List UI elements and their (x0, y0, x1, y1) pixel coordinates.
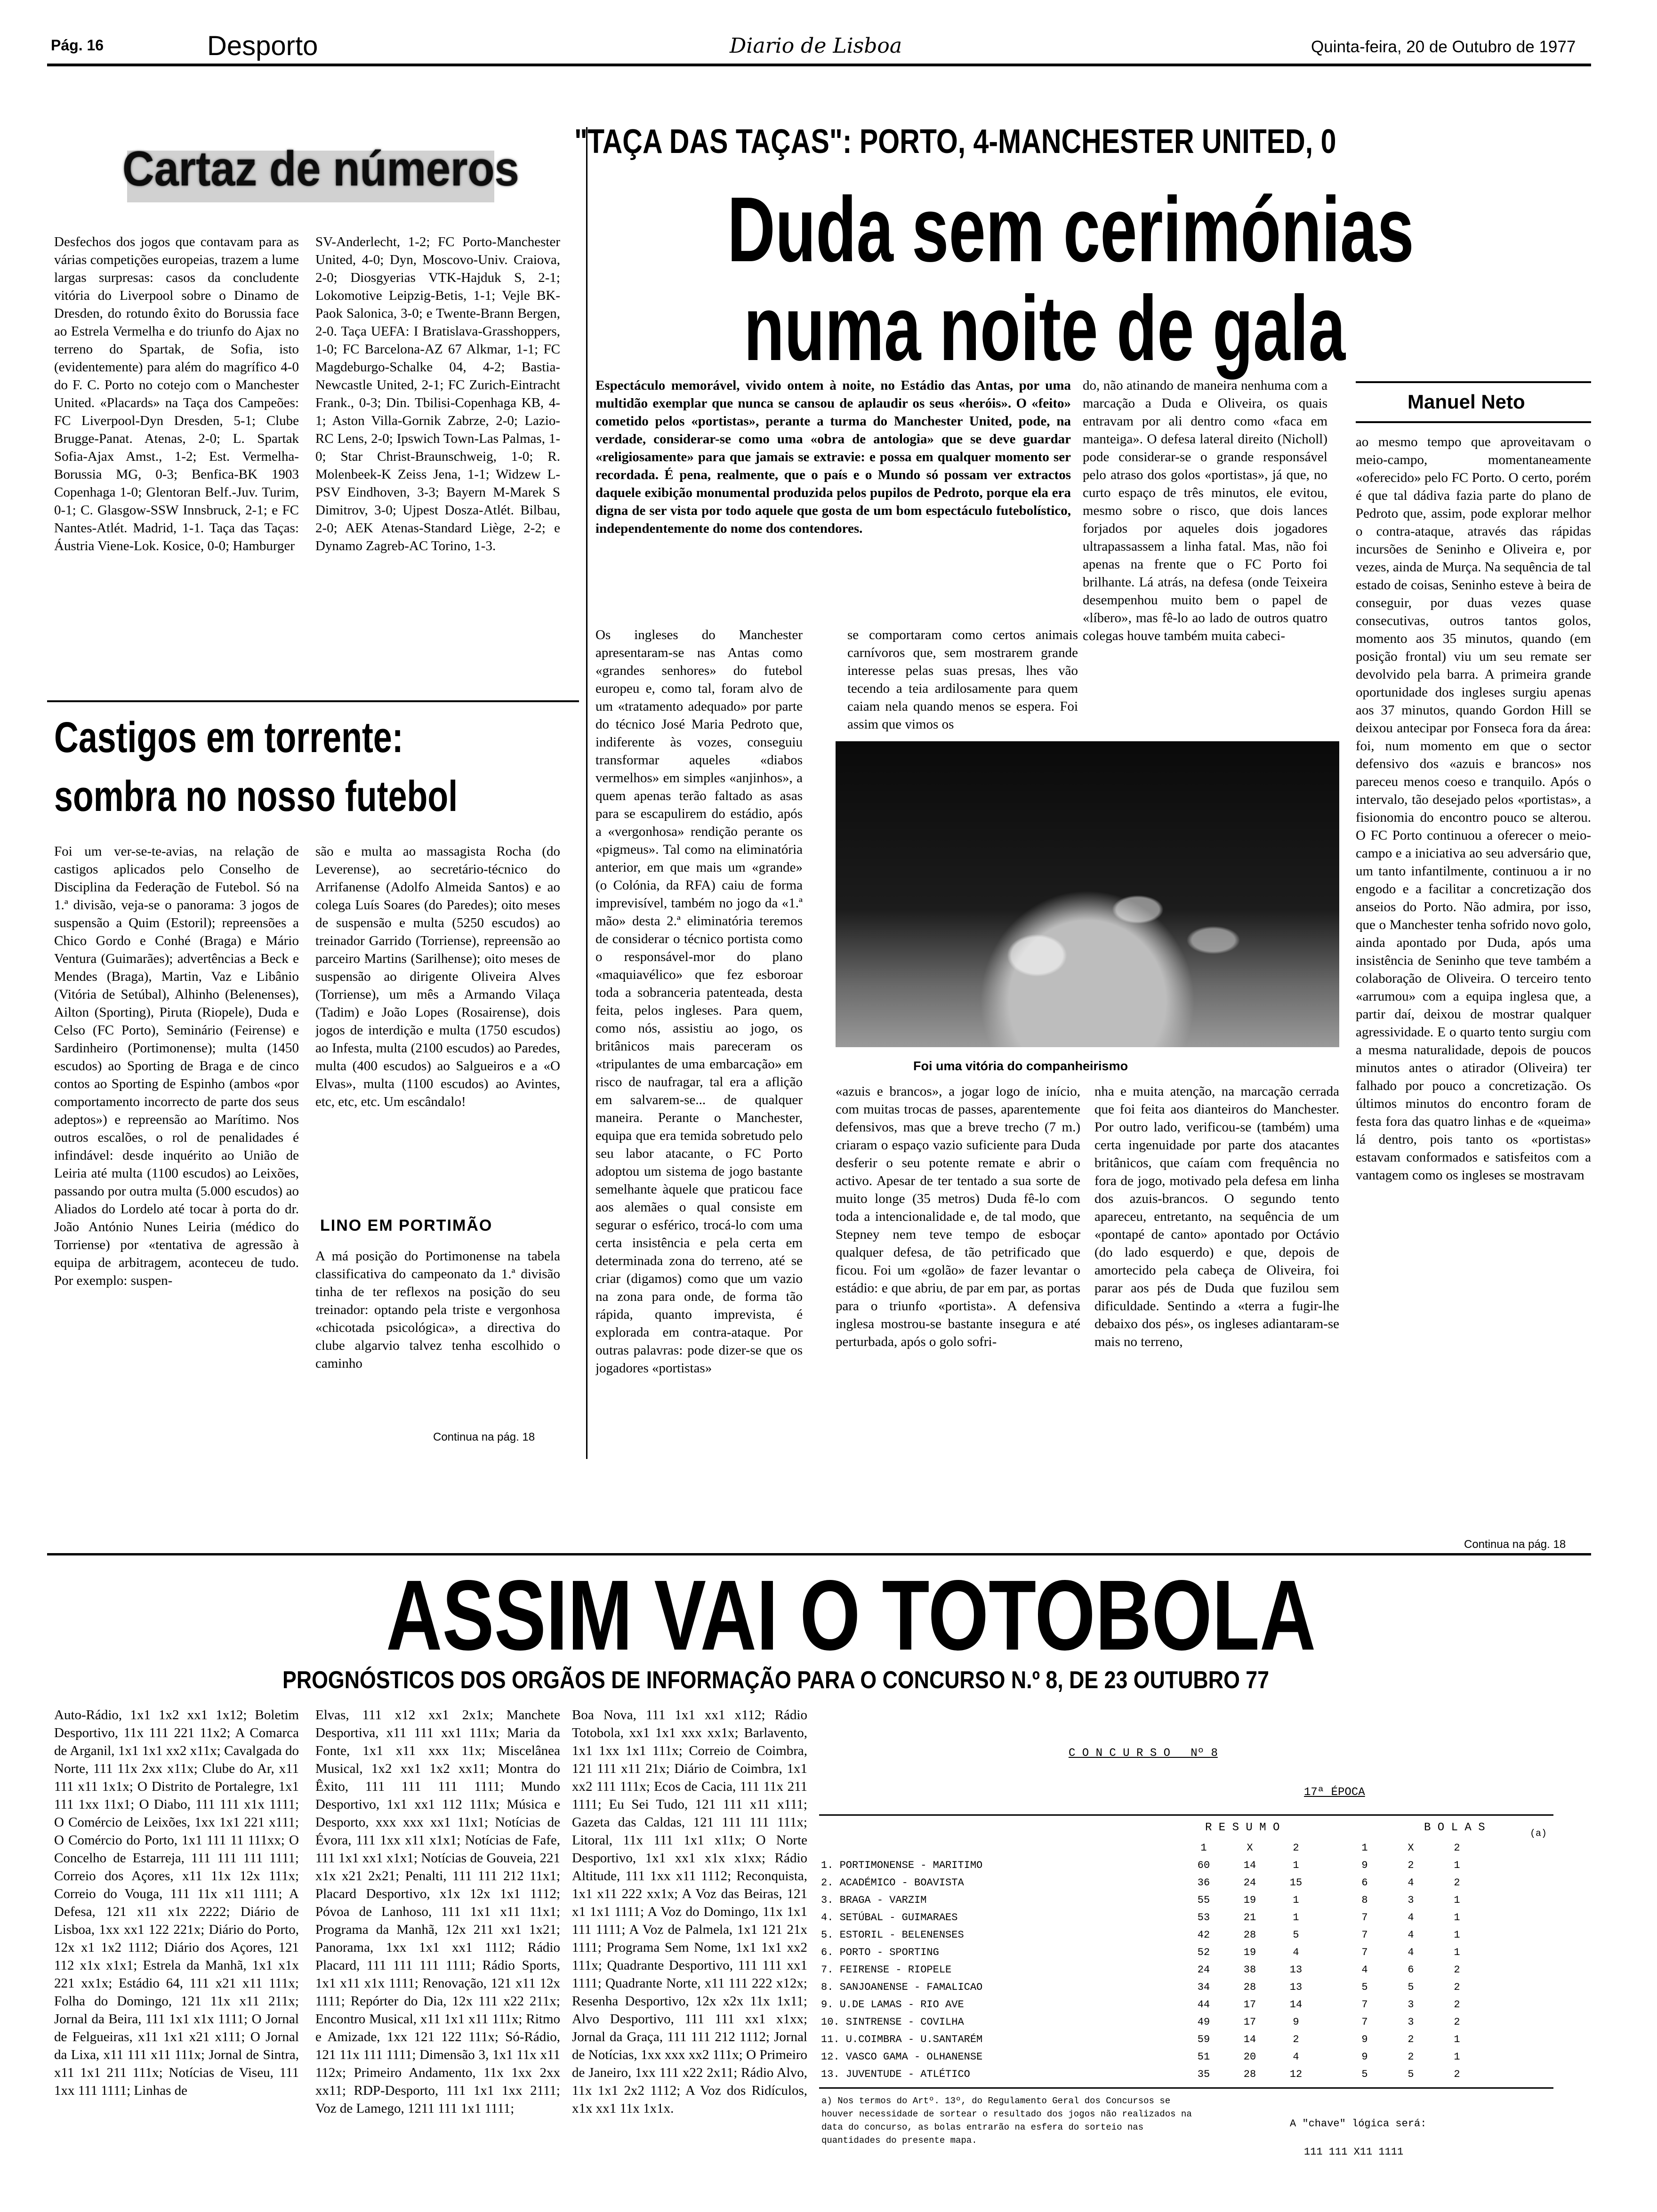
spacer-cell (1319, 1926, 1342, 1944)
castigos-title-line2: sombra no nosso futebol (54, 772, 458, 820)
bolas-cell: 2 (1454, 1981, 1460, 1993)
article-column-2b: «azuis e brancos», a jogar logo de início, com muitas trocas de passes, aparentemente defensivos, mas que a breve trecho (7 m.) criaram o espaço vazio suficiente para Duda desferir o seu potente remate e abrir o activo. Apesar de ter tentado a sua sorte de muito longe (35 metros) Duda fê-lo com toda a intencionalidade e, de tal modo, que Stepney nem teve tempo de esboçar qualquer defesa, de tão petrificado que ficou. Foi um «golão» de fazer levantar o estádio: e que abriu, de par em par, as portas para o triunfo «portista». A defensiva inglesa mostrou-se bastante insegura e até perturbada, após o golo sofri- (836, 1084, 1080, 1349)
bolas-cell: 7 (1361, 2016, 1368, 2028)
note-marker: (a) (1530, 1828, 1547, 1839)
bolas-cell: 2 (1454, 2068, 1460, 2080)
bolas-cell: 5 (1361, 1981, 1368, 1993)
bolas-cell: 2 (1408, 2051, 1414, 2063)
subheading-lino: LINO EM PORTIMÃO (320, 1217, 493, 1234)
resumo-cell: 53 (1197, 1912, 1210, 1923)
resumo-cell: 15 (1289, 1877, 1303, 1889)
bolas-cell: 1 (1454, 1859, 1460, 1871)
bolas-cell: 3 (1408, 2016, 1414, 2028)
bolas-cell: 4 (1408, 1912, 1414, 1923)
chave-label: A "chave" lógica será: (1290, 2118, 1427, 2130)
article-column-2a: se comportaram como certos animais carnívoros que, sem mostrarem grande interesse pelas suas presas, lhes vão tecendo a teia ardilosamente para quem caiam nela quando menos se espera. Foi assim que vimos os (847, 627, 1078, 732)
bolas-cell: 2 (1454, 1964, 1460, 1976)
resumo-cell: 13 (1289, 1964, 1303, 1976)
resumo-cell: 19 (1243, 1947, 1256, 1958)
table-row (819, 1926, 1480, 1944)
castigos-column-1: Foi um ver-se-te-avias, na relação de castigos aplicados pelo Conselho de Disciplina da Federação de Futebol. Só na 1.ª divisão, veja-se o panorama: 3 jogos de suspensão a Quim (Estoril); repreensões a Chico Gordo e Conhé (Braga) e Mário Ventura (Guimarães); advertências a Beck e Mendes (Braga), Martin, Vaz e Libânio (Vitória de Setúbal), Alhinho (Belenenses), Ailton (Sporting), Piruta (Riopele), Duda e Celso (FC Porto), Seminário (Feirense) e Sardinheiro (Portimonense); multa (1450 escudos) ao Sporting de Braga e de cinco contos ao Sporting de Espinho (ambos «por comportamento incorrecto de parte dos seus adeptos») e repreensão ao Marítimo. Nos outros escalões, o rol de penalidades é infindável: desde inquérito ao União de Leiria até multa (1100 escudos) ao Leixões, passando por outra multa (5.000 escudos) ao Aliados do Lordelo até tocar à porta do dr. João António Nunes Leiria (médico do Torriense) por «tentativa de agressão à equipa de arbitragem, aconteceu de tudo. Por exemplo: suspen- (54, 844, 299, 1288)
spacer-cell (1319, 1996, 1342, 2013)
castigos-title-line1: Castigos em torrente: (54, 713, 403, 761)
resumo-cell: 36 (1197, 1877, 1210, 1889)
continued-note: Continua na pág. 18 (433, 1431, 535, 1443)
castigos-column-2b: A má posição do Portimonense na tabela classificativa do campeonato da 1.ª divisão tinha de ter reflexos na posição do seu treinador: optando pela triste e vergonhosa «chicotada psicológica», a directiva do clube algarvio talvez tenha escolhido o caminho (315, 1249, 560, 1371)
spacer-cell (1319, 1874, 1342, 1891)
bolas-cell: 1 (1454, 1912, 1460, 1923)
bolas-cell: 7 (1361, 1912, 1368, 1923)
resumo-cell: 5 (1293, 1929, 1299, 1941)
resumo-cell: 28 (1243, 1981, 1256, 1993)
table-row (819, 2066, 1480, 2083)
bolas-cell: 2 (1454, 1999, 1460, 2011)
spacer-cell (1319, 2066, 1342, 2083)
table-row (819, 1961, 1480, 1979)
resumo-cell: 21 (1243, 1912, 1256, 1923)
prognostics-column-2: Elvas, 111 x12 xx1 2x1x; Manchete Desportiva, x11 111 xx1 111x; Maria da Fonte, 1x1 x11 xxx 11x; Miscelânea Musical, 1x2 xx1 1x2 xx11; Montra do Êxito, 111 111 111 1111; Mundo Desportivo, 1x1 xx1 112 111x; Música e Desporto, xxx xxx xx1 11x1; Notícias de Évora, 111 1xx x11 x1x1; Notícias de Fafe, 111 1x1 xx1 x1x1; Notícias de Gouveia, 221 x1x x21 2x21; Penalti, 111 111 212 11x1; Placard Desportivo, x1x 12x 1x1 1112; Póvoa de Lanhoso, 111 1x1 x11 11x1; Programa da Manhã, 12x 211 xx1 1x21; Panorama, 1xx 1x1 xx1 1112; Rádio Placard, 111 111 111 1111; Rádio Sports, 1x1 x11 x1x 1111; Renovação, 121 x11 12x 1111; Repórter do Dia, 12x 111 x22 211x; Encontro Musical, x11 1x1 x11 111x; Ritmo e Amizade, 1xx 121 122 111x; Só-Rádio, 121 11x 111 1111; Dimensão 3, 1x1 11x x11 112x; Primeiro Andamento, 11x 1xx 2xx xx11; RDP-Desporto, 111 1x1 1xx 2111; Voz de Lamego, 1211 111 1x1 1111; (315, 1707, 560, 2116)
resumo-cell: 14 (1243, 2034, 1256, 2045)
cartaz-column-1: Desfechos dos jogos que contavam para as várias competições europeias, trazem a lume largas surpresas: casos da concludente vitória do Liverpool sobre o Dinamo de Dresden, do rotundo êxito do Borussia face ao Estrela Vermelha e do triunfo do Ajax no terreno do Spartak, de Sofia, isto (evidentemente) para além do magrífico 4-0 do F. C. Porto no cotejo com o Manchester United. «Placards» na Taça dos Campeões: FC Liverpool-Dyn Dresden, 5-1; Clube Brugge-Panat. Atenas, 2-0; L. Spartak Sofia-Ajax Amst., 1-2; Est. Vermelha-Borussia MG, 0-3; Benfica-BK 1903 Copenhaga 1-0; Glentoran Belf.-Juv. Turim, 0-1; C. Glasgow-SSW Innsbruck, 2-1; e FC Nantes-Atlét. Madrid, 1-1. Taça das Taças: Áustria Viene-Lok. Kosice, 0-0; Hamburger (54, 234, 299, 553)
spacer-cell (1319, 1857, 1342, 1874)
table-row (819, 1857, 1480, 1874)
game-name: 5. ESTORIL - BELENENSES (821, 1929, 964, 1941)
bolas-cell: 4 (1408, 1929, 1414, 1941)
totobola-subtitle: PROGNÓSTICOS DOS ORGÃOS DE INFORMAÇÃO PARA O CONCURSO N.º 8, DE 23 OUTUBRO 77 (282, 1667, 1270, 1694)
resumo-cell: 60 (1197, 1859, 1210, 1871)
resumo-cell: 12 (1289, 2068, 1303, 2080)
resumo-cell: 14 (1243, 1859, 1256, 1871)
photo-caption: Foi uma vitória do companheirismo (913, 1059, 1128, 1073)
article-headline-2: numa noite de gala (744, 277, 1346, 380)
table-row (819, 1944, 1480, 1961)
bolas-cell: 8 (1361, 1894, 1368, 1906)
byline-rule (1356, 381, 1591, 383)
prognostics-column-3: Boa Nova, 111 1x1 xx1 x112; Rádio Totobola, xx1 1x1 xxx xx1x; Barlavento, 1x1 1xx 1x1 111x; Correio de Coimbra, 121 111 x11 21x; Diário de Coimbra, 1x1 xx2 111 111x; Ecos de Cacia, 111 11x 211 1111; Eu Sei Tudo, 121 111 x11 x111; Gazeta das Caldas, 121 111 111 111x; Litoral, 11x 111 1x1 x11x; O Norte Desportivo, 1x1 xx1 x1x x1xx; Rádio Altitude, 111 1xx x11 1112; Reconquista, 1x1 x11 222 xx1x; A Voz das Beiras, 121 x1 1x1 1111; A Voz do Domingo, 11x 1x1 111 1111; A Voz de Palmela, 1x1 121 21x 1111; Programa Sem Nome, 1x1 1x1 xx2 111x; Quadrante Desportivo, 111 111 xx1 1111; Quadrante Norte, x11 111 222 x12x; Resenha Desportivo, 12x x2x 11x 1x11; Alvo Desportivo, 111 111 xx1 x1xx; Jornal da Graça, 111 111 212 1112; Jornal de Notícias, 1xx xxx xx2 111x; O Primeiro de Janeiro, 1xx 111 x22 2x11; Rádio Alvo, 11x 1x1 2x2 1112; A Voz dos Ridículos, x1x xx1 11x 1x1x. (572, 1707, 807, 2116)
resumo-cell: 38 (1243, 1964, 1256, 1976)
bolas-cell: 2 (1454, 1877, 1460, 1889)
bolas-cell: 9 (1361, 1859, 1368, 1871)
col-header: 1 (1200, 1842, 1207, 1854)
match-photo (836, 741, 1339, 1047)
chave-value: 111 111 X11 1111 (1304, 2146, 1404, 2158)
resumo-cell: 28 (1243, 2068, 1256, 2080)
game-name: 4. SETÚBAL - GUIMARAES (821, 1912, 958, 1923)
bolas-cell: 3 (1408, 1894, 1414, 1906)
col-header: 2 (1454, 1842, 1460, 1854)
article-column-3b: nha e muita atenção, na marcação cerrada que foi feita aos dianteiros do Manchester. Por outro lado, verificou-se (também) uma certa ingenuidade por parte dos atacantes britânicos, que caíam com frequência no fora de jogo, motivado pela defesa em linha dos azuis-brancos. O segundo tento apareceu, entretanto, na sequência de um «pontapé de canto» apontado por Octávio (do lado esquerdo) e que, depois de amortecido pela cabeça de Oliveira, foi parar aos pés de Duda que fuzilou sem dificuldade. Sentindo a «terra a fugir-lhe debaixo dos pés», os ingleses adiantaram-se mais no terreno, (1094, 1084, 1339, 1349)
resumo-cell: 34 (1197, 1981, 1210, 1993)
table-row (819, 1979, 1480, 1996)
bolas-header: B O L A S (1424, 1821, 1485, 1834)
resumo-cell: 4 (1293, 2051, 1299, 2063)
issue-date: Quinta-feira, 20 de Outubro de 1977 (1311, 38, 1576, 56)
spacer-cell (1319, 1944, 1342, 1961)
article-column-1: Os ingleses do Manchester apresentaram-se nas Antas como «grandes senhores» do futebol europeu e, como tal, foram alvo de um «tratamento adequado» por parte do técnico José Maria Pedroto que, indiferente às vozes, conseguiu transformar aqueles «diabos vermelhos» em simples «anjinhos», a quem apenas terão faltado as asas para se escapulirem do estádio, após a «vergonhosa» rendição perante os «pigmeus». Tal como na eliminatória anterior, em que mais um «grande» (o Colónia, da RFA) caiu de forma imprevisível, também no jogo da «1.ª mão» desta 2.ª eliminatória teremos de considerar o técnico portista como o responsável-mor do plano «maquiavélico» que fez esboroar toda a sobranceria patenteada, desta feita, pelos ingleses. Para quem, como nós, assistiu ao jogo, os britânicos mais pareceram os «tripulantes de uma embarcação» em risco de naufragar, tal era a aflição em salvarem-se... de qualquer maneira. Perante o Manchester, equipa que era temida sobretudo pelo seu labor atacante, o FC Porto adoptou um sistema de jogo bastante semelhante àquele que praticou face aos alemães o qual consiste em segurar o esférico, trocá-lo com uma certa insistência e pela certa em determinada zona do terreno, até se criar (digamos) como que um vazio na zona para onde, de forma tão rápida, quanto imprevista, é explorada em contra-ataque. Por outras palavras: pode dizer-se que os jogadores «portistas» (595, 627, 803, 1376)
bolas-cell: 4 (1408, 1877, 1414, 1889)
column-divider (586, 127, 587, 1459)
bolas-cell: 9 (1361, 2051, 1368, 2063)
table-row (819, 1909, 1480, 1926)
col-header: X (1247, 1842, 1253, 1854)
newspaper-name: Diario de Lisboa (730, 34, 902, 58)
resumo-cell: 55 (1197, 1894, 1210, 1906)
bolas-cell: 1 (1454, 1929, 1460, 1941)
page-divider (47, 1553, 1591, 1555)
game-name: 8. SANJOANENSE - FAMALICAO (821, 1981, 983, 1993)
table-row (819, 1891, 1480, 1909)
table-bottom-rule (819, 2087, 1553, 2089)
epoca-label: 17ª ÉPOCA (1304, 1786, 1365, 1799)
bolas-cell: 9 (1361, 2034, 1368, 2045)
table-row (819, 2048, 1480, 2066)
resumo-header: R E S U M O (1205, 1821, 1280, 1834)
results-table (819, 1839, 1480, 2083)
resumo-cell: 49 (1197, 2016, 1210, 2028)
resumo-cell: 52 (1197, 1947, 1210, 1958)
page-number: Pág. 16 (51, 37, 104, 54)
article-column-4: ao mesmo tempo que aproveitavam o meio-campo, momentaneamente «oferecido» pelo FC Porto. O certo, porém é que tal dádiva fazia parte do plano de Pedroto que, assim, pode explorar melhor o contra-ataque, através das rápidas incursões de Seninho e Oliveira e, por vezes, ainda de Murça. Na sequência de tal estado de coisas, Seninho esteve à beira de conseguir, por duas vezes quase consecutivas, outros tantos golos, momento aos 35 minutos, quando (em posição frontal) viu um seu remate ser devolvido pela barra. A primeira grande oportunidade dos ingleses surgiu apenas aos 37 minutos, quando Gordon Hill se deixou antecipar por Fonseca fora da área: foi, num momento em que o sector defensivo dos «azuis e brancos» nos pareceu menos coeso e tranquilo. Após o intervalo, tão desejado pelos «portistas», a fisionomia do encontro pouco se alterou. O FC Porto continuou a oferecer o meio-campo e a iniciativa ao seu adversário que, um tanto infantilmente, continuou a ir no engodo e a facilitar a concretização dos anseios do Porto. Não admira, por isso, que o Manchester tenha sofrido novo golo, ainda apontado por Duda, após uma insistência de Seninho que teve também a colaboração de Oliveira. O terceiro tento «arrumou» com a equipa inglesa que, a partir daí, deixou de mostrar qualquer agressividade. E o quarto tento surgiu com a mesma naturalidade, depois de poucos minutos antes o atirador (Oliveira) ter falhado por pouco a concretização. Os últimos minutos do encontro foram de festa fora das quatro linhas e de «queima» lá dentro, pois tanto os «portistas» estavam conformados e satisfeitos com a vantagem como os ingleses se mostravam (1356, 434, 1591, 1183)
game-name: 7. FEIRENSE - RIOPELE (821, 1964, 952, 1976)
table-top-rule (819, 1814, 1553, 1816)
bolas-cell: 2 (1454, 2016, 1460, 2028)
table-row (819, 2031, 1480, 2048)
bolas-cell: 1 (1454, 1947, 1460, 1958)
table-row (819, 1874, 1480, 1891)
title-shade (127, 151, 494, 202)
game-name: 13. JUVENTUDE - ATLÉTICO (821, 2068, 970, 2080)
resumo-cell: 42 (1197, 1929, 1210, 1941)
castigos-column-2: são e multa ao massagista Rocha (do Leverense), ao secretário-técnico do Arrifanense (Adolfo Almeida Santos) e ao colega Luís Soares (do Paredes); oito meses de suspensão e multa (5250 escudos) ao treinador Garrido (Torriense), repreensão ao parceiro Martins (Sarilhense); oito meses de suspensão ao dirigente Oliveira Alves (Torriense), um mês a Armando Vilaça (Tadim) e João Lopes (Rosairense), dois jogos de interdição e multa (1750 escudos) ao Infesta, multa (2100 escudos) ao Paredes, multa (400 escudos) ao Salgueiros e a «O Elvas», multa (1100 escudos) ao Avintes, etc, etc, etc. Um escândalo! (315, 844, 560, 1109)
spacer-cell (1319, 2031, 1342, 2048)
resumo-cell: 35 (1197, 2068, 1210, 2080)
bolas-cell: 4 (1408, 1947, 1414, 1958)
game-name: 11. U.COIMBRA - U.SANTARÉM (821, 2034, 983, 2045)
spacer-cell (1319, 1979, 1342, 1996)
cartaz-title: Cartaz de números (122, 142, 519, 196)
bolas-cell: 5 (1408, 1981, 1414, 1993)
bolas-cell: 4 (1361, 1964, 1368, 1976)
game-name: 3. BRAGA - VARZIM (821, 1894, 927, 1906)
game-name: 12. VASCO GAMA - OLHANENSE (821, 2051, 983, 2063)
bolas-cell: 5 (1408, 2068, 1414, 2080)
resumo-cell: 1 (1293, 1912, 1299, 1923)
resumo-cell: 24 (1243, 1877, 1256, 1889)
article-column-3a: do, não atinando de maneira nenhuma com a marcação a Duda e Oliveira, os quais entravam por ali dentro como «faca em manteiga». O defesa lateral direito (Nicholl) pode considerar-se o grande responsável pelo atraso dos golos «portistas», já que, no curto espaço de três minutos, ele evitou, mesmo sobre o risco, que dois lances forjados por aqueles dois jogadores ultrapassassem a linha fatal. Mas, não foi apenas na frente que o FC Porto foi brilhante. Lá atrás, na defesa (onde Teixeira desempenhou muito bem o papel de «líbero», mas fê-lo ao lado de outros quatro colegas houve também muita cabeci- (1083, 378, 1327, 643)
bolas-cell: 7 (1361, 1947, 1368, 1958)
game-name: 1. PORTIMONENSE - MARITIMO (821, 1859, 983, 1871)
article-headline-1: Duda sem cerimónias (727, 178, 1414, 281)
totobola-title: ASSIM VAI O TOTOBOLA (386, 1559, 1316, 1671)
masthead-rule (47, 64, 1591, 66)
section-title: Desporto (207, 31, 318, 61)
article-lead: Espectáculo memorável, vivido ontem à noite, no Estádio das Antas, por uma multidão exemplar que nunca se cansou de aplaudir os seus «heróis». O «feito» cometido pelos «portistas», perante a turma do Manchester United, pode, na verdade, considerar-se como uma «obra de antologia» que se deve guardar «religiosamente» para que jamais se extravie: e possa em qualquer momento ser recordada. É pena, realmente, que o país e o Mundo só possam ver extractos daquele exibição monumental produzida pelos pupilos de Pedroto, porque ela era digna de ser vista por todo aquele que gosta de um bom espectáculo futebolístico, independentemente do nome dos contendores. (595, 378, 1071, 536)
section-rule (47, 700, 579, 702)
continued-note-2: Continua na pág. 18 (1464, 1538, 1566, 1551)
resumo-cell: 1 (1293, 1859, 1299, 1871)
spacer-cell (1319, 1891, 1342, 1909)
table-row (819, 1996, 1480, 2013)
bolas-cell: 3 (1408, 1999, 1414, 2011)
game-name: 9. U.DE LAMAS - RIO AVE (821, 1999, 964, 2011)
bolas-cell: 2 (1408, 1859, 1414, 1871)
resumo-cell: 14 (1289, 1999, 1303, 2011)
prognostics-column-1: Auto-Rádio, 1x1 1x2 xx1 1x12; Boletim Desportivo, 11x 111 221 11x2; A Comarca de Arganil, 1x1 1x1 xx2 x11x; Cavalgada do Norte, 111 11x 2xx x11x; Clube do Ar, x11 111 x11 1x1x; O Distrito de Portalegre, 1x1 111 1xx 11x1; O Diabo, 111 111 x1x 1111; O Comércio de Leixões, 1xx 1x1 221 x111; O Comércio do Porto, 1x1 111 11 111xx; O Concelho de Estarreja, 111 111 111 1111; Correio dos Açores, x11 11x 12x 111x; Correio do Vouga, 111 11x x11 1111; A Defesa, 121 x11 x1x 2222; Diário de Lisboa, 1xx xx1 122 221x; Diário do Porto, 12x x1 1x2 1112; Diário dos Açores, 121 112 x1x x1x1; Estrela da Manhã, 1x1 x1x 221 xx1x; Estádio 64, 111 x21 x11 111x; Folha do Domingo, 121 11x x11 211x; Jornal da Beira, 111 1x1 x1x 1111; O Jornal de Felgueiras, x11 1x1 x21 x111; O Jornal da Lixa, x11 111 x11 111x; Jornal de Sintra, x11 1x1 211 111x; Notícias de Viseu, 111 1xx 111 1111; Linhas de (54, 1707, 299, 2098)
spacer-cell (1319, 2013, 1342, 2031)
spacer-cell (1319, 1909, 1342, 1926)
bolas-cell: 2 (1408, 2034, 1414, 2045)
resumo-cell: 17 (1243, 1999, 1256, 2011)
article-kicker: "TAÇA DAS TAÇAS": PORTO, 4-MANCHESTER UNITED, 0 (574, 123, 1336, 160)
resumo-cell: 1 (1293, 1894, 1299, 1906)
game-name: 10. SINTRENSE - COVILHA (821, 2016, 964, 2028)
resumo-cell: 51 (1197, 2051, 1210, 2063)
bolas-cell: 1 (1454, 1894, 1460, 1906)
bolas-cell: 6 (1408, 1964, 1414, 1976)
concurso-title: C O N C U R S O Nº 8 (1069, 1747, 1218, 1760)
resumo-cell: 17 (1243, 2016, 1256, 2028)
col-header: X (1408, 1842, 1414, 1854)
resumo-cell: 59 (1197, 2034, 1210, 2045)
game-name: 6. PORTO - SPORTING (821, 1947, 939, 1958)
bolas-cell: 1 (1454, 2034, 1460, 2045)
resumo-cell: 9 (1293, 2016, 1299, 2028)
game-name: 2. ACADÉMICO - BOAVISTA (821, 1877, 964, 1889)
resumo-cell: 19 (1243, 1894, 1256, 1906)
spacer-cell (1319, 1961, 1342, 1979)
cartaz-column-2: SV-Anderlecht, 1-2; FC Porto-Manchester United, 4-0; Dyn, Moscovo-Univ. Craiova, 2-0; Diosgyerias VTK-Hajduk S, 2-1; Lokomotive Leipzig-Betis, 1-1; Vejle BK-Paok Salonica, 3-0; e Twente-Brann Bergen, 2-0. Taça UEFA: I Bratislava-Grasshoppers, 1-0; FC Barcelona-AZ 67 Alkmar, 1-1; FC Magdeburgo-Schalke 04, 4-2; Bastia-Newcastle United, 2-1; FC Zurich-Eintracht Frank., 0-3; Din. Tbilisi-Copenhaga KB, 4-1; Aston Villa-Gornik Zabrze, 2-0; Lazio-RC Lens, 2-0; Ipswich Town-Las Palmas, 1-0; Star Christ-Braunschweig, 1-0; R. Molenbeek-K Zeiss Jena, 1-1; Widzew L-PSV Eindhoven, 3-3; Bayern M-Marek S Dimitrov, 3-0; Ujpest Dosza-Atlét. Bilbau, 2-0; AEK Atenas-Standard Liège, 2-2; e Dynamo Zagreb-AC Torino, 1-3. (315, 234, 560, 553)
results-grid (819, 1839, 1480, 2083)
table-row (819, 2013, 1480, 2031)
resumo-cell: 24 (1197, 1964, 1210, 1976)
col-header: 1 (1361, 1842, 1368, 1854)
bolas-cell: 7 (1361, 1999, 1368, 2011)
resumo-cell: 20 (1243, 2051, 1256, 2063)
bolas-cell: 6 (1361, 1877, 1368, 1889)
results-header-row (819, 1839, 1480, 1857)
col-header: 2 (1293, 1842, 1299, 1854)
resumo-cell: 4 (1293, 1947, 1299, 1958)
bolas-cell: 1 (1454, 2051, 1460, 2063)
resumo-cell: 28 (1243, 1929, 1256, 1941)
byline-rule-2 (1356, 421, 1591, 423)
byline: Manuel Neto (1408, 391, 1525, 413)
bolas-cell: 5 (1361, 2068, 1368, 2080)
concurso-note: a) Nos termos do Artº. 13º, do Regulamento Geral dos Concursos se houver necessidade de sortear o resultado dos jogos não realizados na data do concurso, as bolas entrarão na esfera do sorteio nas quantidades do presente mapa. (821, 2096, 1192, 2146)
resumo-cell: 2 (1293, 2034, 1299, 2045)
resumo-cell: 44 (1197, 1999, 1210, 2011)
spacer-cell (1319, 2048, 1342, 2066)
resumo-cell: 13 (1289, 1981, 1303, 1993)
bolas-cell: 7 (1361, 1929, 1368, 1941)
